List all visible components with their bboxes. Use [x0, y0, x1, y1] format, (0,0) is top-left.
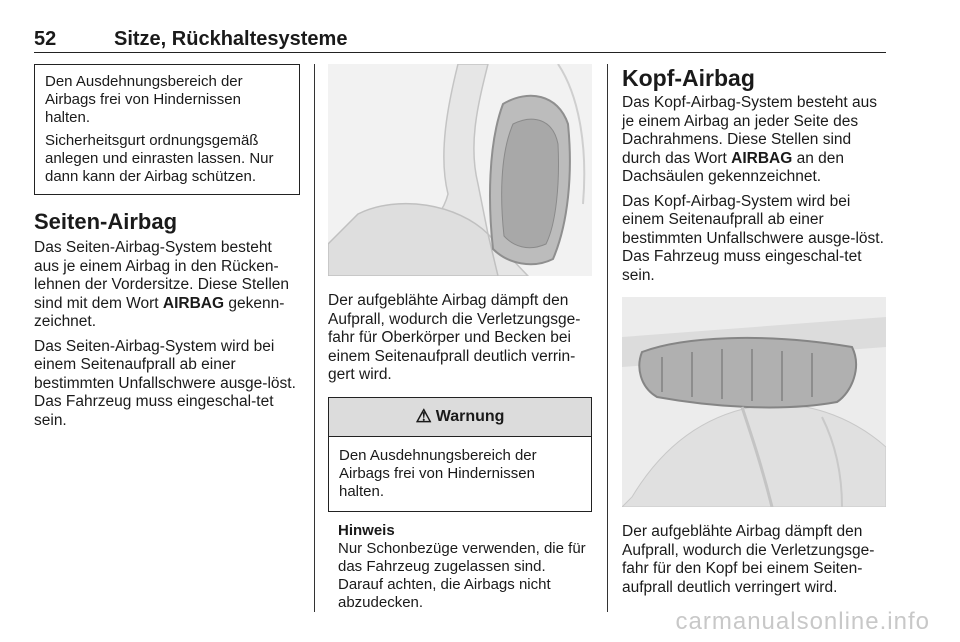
section-title: Sitze, Rückhaltesysteme	[114, 28, 348, 50]
keyword: AIRBAG	[162, 294, 225, 312]
note	[328, 522, 592, 612]
head-airbag-illustration	[622, 297, 886, 507]
body-paragraph: Das Seiten-Airbag-System wird bei einem Seitenaufprall ab einer bestimmten Unfallschwere ausge-löst. Das Fahrzeug muss eingeschal-tet sein.	[34, 337, 296, 429]
warning-header	[329, 398, 591, 437]
figure-caption: Der aufgeblähte Airbag dämpft den Aufprall, wodurch die Verletzungsge-fahr für Oberkörper und Becken bei einem Seitenaufprall deutlich verrin-gert wird.	[328, 292, 581, 383]
warning-box	[328, 397, 592, 512]
warning-triangle-icon: ⚠	[415, 406, 432, 426]
column-divider	[314, 64, 315, 612]
body-paragraph: Das Kopf-Airbag-System besteht aus je einem Airbag an jeder Seite des Dachrahmens. Diese Stellen sind durch das Wort AIRBAG an den Dachsäulen gekennzeichnet.	[622, 94, 878, 185]
warning-continuation-box	[34, 64, 300, 195]
warning-text: Den Ausdehnungsbereich der Airbags frei von Hindernissen halten.	[339, 446, 537, 500]
column-left	[34, 64, 300, 430]
section-heading: Seiten-Airbag	[34, 209, 178, 234]
keyword: AIRBAG	[731, 149, 793, 167]
note-title: Hinweis	[338, 521, 395, 539]
page-header	[34, 28, 886, 53]
side-airbag-section	[34, 209, 300, 430]
figure-caption: Der aufgeblähte Airbag dämpft den Aufprall, wodurch die Verletzungsge-fahr für den Kopf bei einem Seiten-aufprall deutlich verringert wird.	[622, 523, 875, 596]
body-paragraph: Das Seiten-Airbag-System besteht aus je einem Airbag in den Rücken-lehnen der Vordersitze. Diese Stellen sind mit dem Wort AIRBAG gekenn-zeichnet.	[34, 239, 290, 330]
box-paragraph: Den Ausdehnungsbereich der Airbags frei von Hindernissen halten.	[45, 73, 243, 126]
box-paragraph: Sicherheitsgurt ordnungsgemäß anlegen und einrasten lassen. Nur dann kann der Airbag schützen.	[45, 132, 274, 185]
body-paragraph: Das Kopf-Airbag-System wird bei einem Seitenaufprall ab einer bestimmten Unfallschwere ausge-löst. Das Fahrzeug muss eingeschal-tet sein.	[622, 192, 884, 284]
note-text: Nur Schonbezüge verwenden, die für das Fahrzeug zugelassen sind. Darauf achten, die Airbags nicht abzudecken.	[338, 539, 586, 611]
section-heading: Kopf-Airbag	[622, 65, 755, 91]
warning-title: Warnung	[435, 407, 505, 425]
side-airbag-illustration	[328, 64, 592, 276]
page-number: 52	[34, 28, 57, 50]
head-airbag-section	[622, 64, 886, 285]
column-right	[622, 64, 886, 597]
column-divider	[607, 64, 608, 612]
watermark: carmanualsonline.info	[675, 608, 930, 635]
column-middle	[328, 64, 592, 612]
